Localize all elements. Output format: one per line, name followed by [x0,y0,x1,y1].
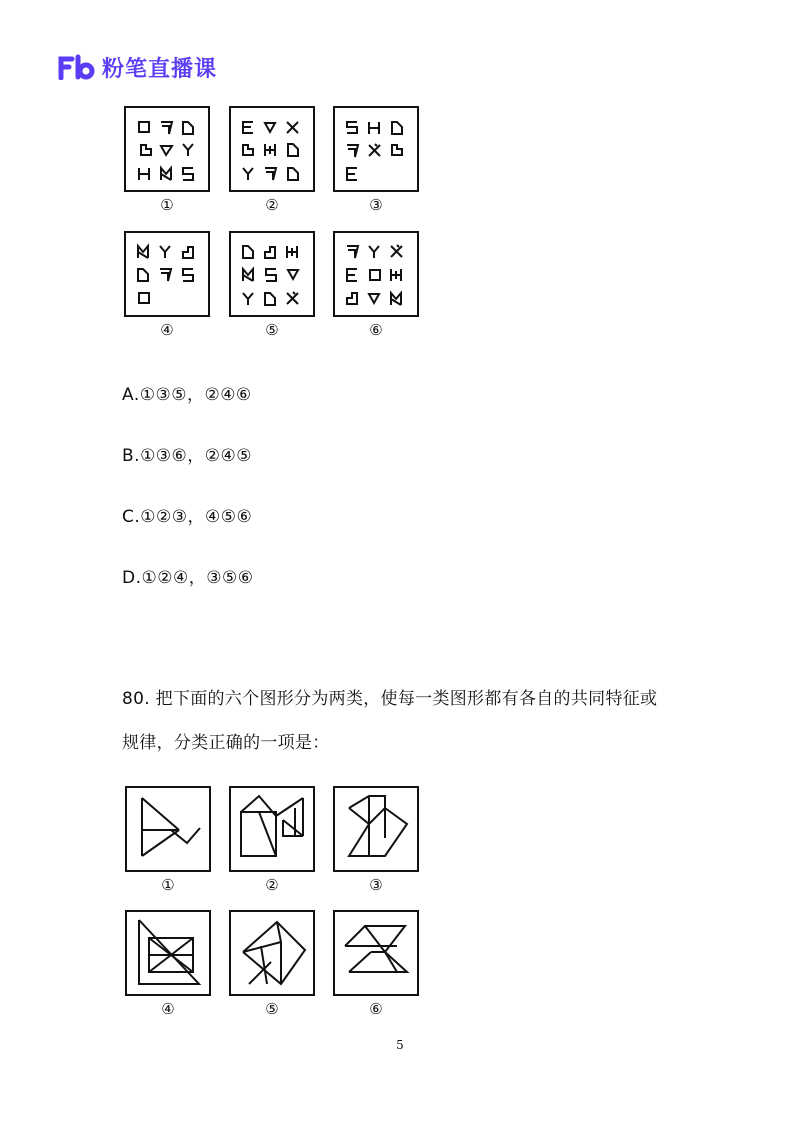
symbol-grid-4 [126,233,208,315]
option-d[interactable]: D.①②④，③⑤⑥ [122,568,254,588]
figure-80-2 [229,786,315,872]
caption-80-2: ② [265,876,279,894]
line-figure-1 [127,788,209,870]
caption-80-1: ① [161,876,175,894]
caption-79-6: ⑥ [369,321,383,339]
figure-80-4 [125,910,211,996]
figure-79-4 [124,231,210,317]
question-80-line-2: 规律，分类正确的一项是： [122,733,330,753]
symbol-grid-1 [126,108,208,190]
symbol-grid-5 [231,233,313,315]
figure-79-6 [333,231,419,317]
option-a[interactable]: A.①③⑤，②④⑥ [122,385,252,405]
figure-79-5 [229,231,315,317]
question-80-line-1: 80. 把下面的六个图形分为两类，使每一类图形都有各自的共同特征或 [122,689,658,709]
caption-80-4: ④ [161,1000,175,1018]
line-figure-5 [231,912,313,994]
figure-80-1 [125,786,211,872]
caption-79-5: ⑤ [265,321,279,339]
figure-80-6 [333,910,419,996]
figure-79-2 [229,106,315,192]
symbol-grid-3 [335,108,417,190]
page-number: 5 [396,1038,404,1052]
brand-name: 粉笔直播课 [102,56,218,82]
line-figure-6 [335,912,417,994]
caption-80-5: ⑤ [265,1000,279,1018]
option-b[interactable]: B.①③⑥，②④⑤ [122,446,253,466]
figure-79-3 [333,106,419,192]
option-c[interactable]: C.①②③，④⑤⑥ [122,507,253,527]
figure-80-5 [229,910,315,996]
line-figure-2 [231,788,313,870]
caption-79-1: ① [160,196,174,214]
symbol-grid-6 [335,233,417,315]
figure-80-3 [333,786,419,872]
line-figure-4 [127,912,209,994]
symbol-grid-2 [231,108,313,190]
caption-79-3: ③ [369,196,383,214]
brand-logo [58,52,217,82]
caption-79-2: ② [265,196,279,214]
caption-79-4: ④ [160,321,174,339]
caption-80-6: ⑥ [369,1000,383,1018]
line-figure-3 [335,788,417,870]
fb-logo-icon [58,54,96,80]
figure-79-1 [124,106,210,192]
caption-80-3: ③ [369,876,383,894]
